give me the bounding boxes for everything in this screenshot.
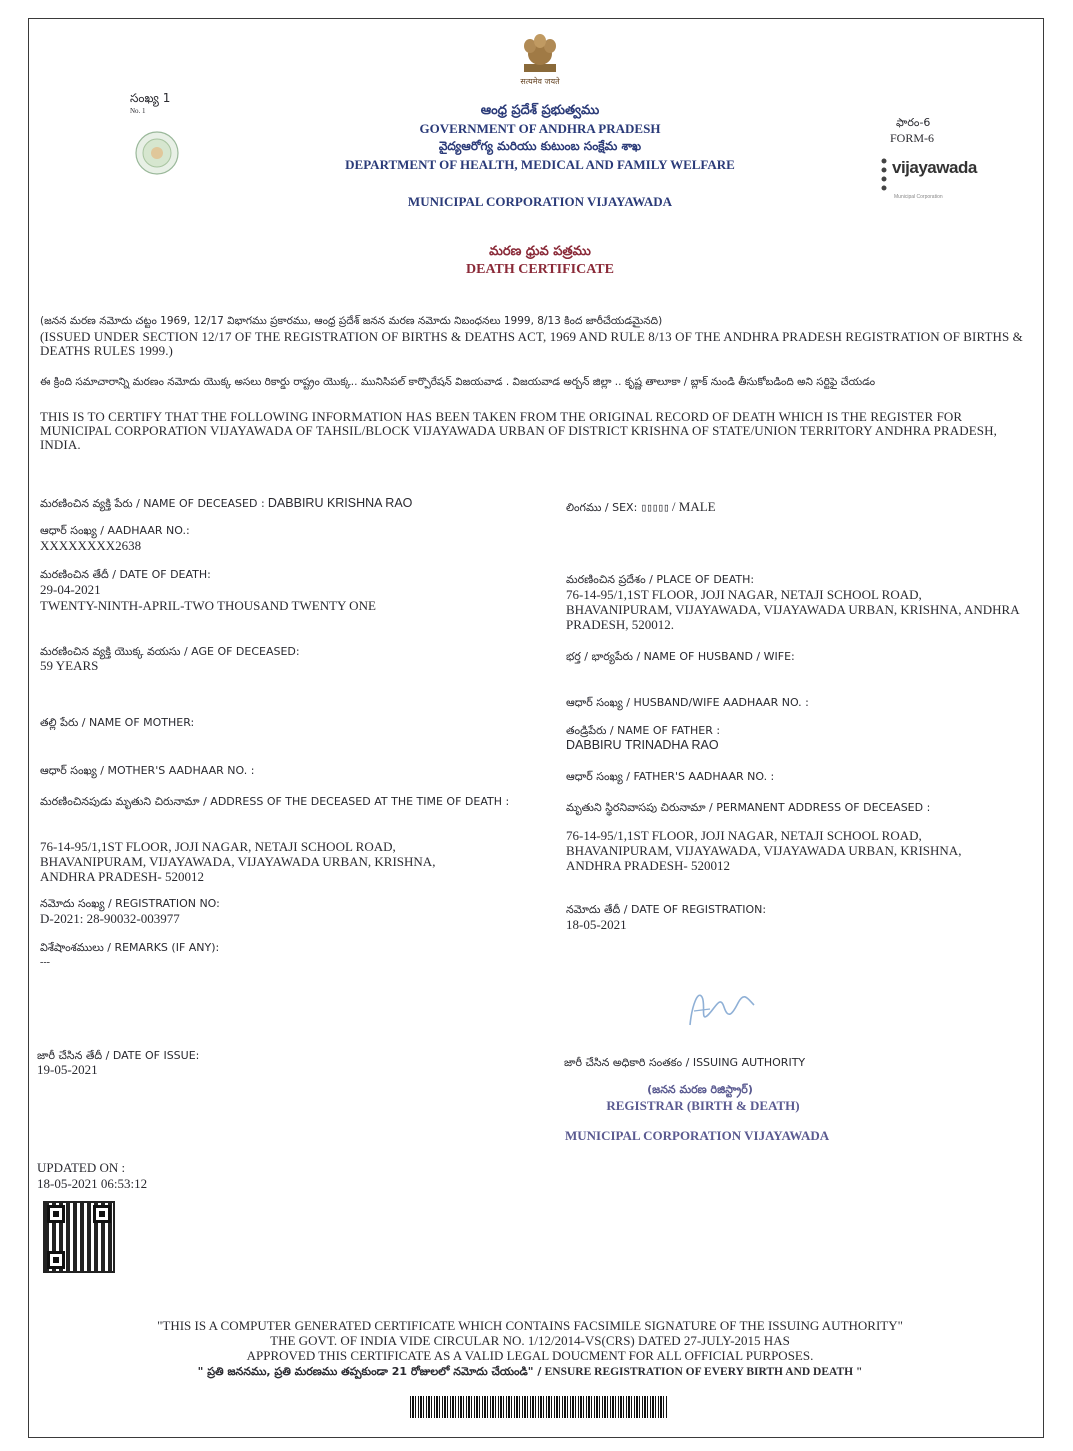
permanent-address-line: ANDHRA PRADESH- 520012	[566, 858, 730, 873]
aadhaar-value: XXXXXXXX2638	[40, 538, 142, 553]
mother-name-label: తల్లి పేరు / NAME OF MOTHER:	[40, 716, 195, 729]
address-label: మరణించినపుడు మృతుని చిరునామా / ADDRESS OF THE DECEASED AT THE TIME OF DEATH :	[40, 795, 510, 808]
department-en: DEPARTMENT OF HEALTH, MEDICAL AND FAMILY WELFARE	[345, 157, 735, 172]
state-name-te: ఆంధ్ర ప్రదేశ్ ప్రభుత్వము	[480, 103, 600, 118]
permanent-address-block	[566, 828, 1036, 873]
footer-slogan-en: ENSURE REGISTRATION OF EVERY BIRTH AND DEATH "	[544, 1366, 863, 1378]
registrar-te: (జనన మరణ రిజిస్ట్రార్)	[647, 1083, 753, 1096]
issued-under-en: (ISSUED UNDER SECTION 12/17 OF THE REGISTRATION OF BIRTHS & DEATHS ACT, 1969 AND RULE 8/13 OF THE ANDHRA PRADESH REGISTRATION OF BIRTHS & DEATHS RULES 1999.)	[40, 329, 1023, 358]
remarks-label: విశేషాంశములు / REMARKS (IF ANY):	[40, 941, 220, 954]
name-of-deceased-value: DABBIRU KRISHNA RAO	[267, 496, 413, 510]
footer-line-1: "THIS IS A COMPUTER GENERATED CERTIFICATE WHICH CONTAINS FACSIMILE SIGNATURE OF THE ISSUING AUTHORITY"	[157, 1318, 903, 1333]
date-of-death-value: 29-04-2021	[40, 582, 101, 597]
date-of-registration-value: 18-05-2021	[566, 917, 627, 932]
name-of-deceased	[40, 495, 550, 511]
certificate-title-en: DEATH CERTIFICATE	[466, 262, 614, 277]
place-of-death-label: మరణించిన ప్రదేశం / PLACE OF DEATH:	[566, 573, 755, 586]
issued-under-te: (జనన మరణ నమోదు చట్టం 1969, 12/17 విభాగము ప్రకారము, ఆంధ్ర ప్రదేశ్ జనన మరణ నమోదు నిబంధనలు 1999, 8/13 కింద జారీచేయడమైనది)	[40, 315, 663, 327]
spouse-name-label: భర్త / భార్యపేరు / NAME OF HUSBAND / WIFE:	[566, 650, 795, 663]
spouse-aadhaar-label: ఆధార్ సంఖ్య / HUSBAND/WIFE AADHAAR NO. :	[566, 696, 809, 709]
date-of-registration-label: నమోదు తేదీ / DATE OF REGISTRATION:	[566, 903, 767, 916]
place-of-death-block	[566, 587, 1036, 632]
age-label: మరణించిన వ్యక్తి యొక్క వయసు / AGE OF DECEASED:	[40, 645, 300, 658]
address-line: ANDHRA PRADESH- 520012	[40, 869, 204, 884]
father-name-value: DABBIRU TRINADHA RAO	[566, 738, 719, 752]
qr-finder-pattern	[47, 1251, 65, 1269]
certificate-title-te: మరణ ధ్రువ పత్రము	[489, 244, 591, 259]
permanent-address-line: 76-14-95/1,1ST FLOOR, JOJI NAGAR, NETAJI SCHOOL ROAD,	[566, 828, 922, 843]
state-name-en: GOVERNMENT OF ANDHRA PRADESH	[419, 121, 661, 136]
father-name-label: తండ్రిపేరు / NAME OF FATHER :	[566, 724, 721, 737]
logo-text: vijayawada	[892, 158, 977, 177]
municipal-corporation-title: MUNICIPAL CORPORATION VIJAYAWADA	[407, 194, 673, 209]
issuing-authority-label: జారీ చేసిన అధికారి సంతకం / ISSUING AUTHORITY	[564, 1056, 806, 1069]
department-te: వైద్యఆరోగ్య మరియు కుటుంబ సంక్షేమ శాఖ	[438, 139, 642, 153]
aadhaar-label: ఆధార్ సంఖ్య / AADHAAR NO.:	[40, 524, 190, 537]
serial-number-te: సంఖ్య 1	[130, 91, 171, 105]
father-aadhaar-label: ఆధార్ సంఖ్య / FATHER'S AADHAAR NO. :	[566, 770, 775, 783]
sex-placeholder-glyphs: ▯▯▯▯▯	[640, 501, 669, 514]
registrar-en: REGISTRAR (BIRTH & DEATH)	[606, 1098, 800, 1113]
permanent-address-label: మృతుని స్థిరనివాసపు చిరునామా / PERMANENT ADDRESS OF DECEASED :	[566, 801, 931, 814]
logo-dots-icon	[880, 156, 890, 196]
qr-finder-pattern	[93, 1205, 111, 1223]
qr-code	[43, 1201, 115, 1273]
age-value: 59 YEARS	[40, 658, 99, 673]
address-line: BHAVANIPURAM, VIJAYAWADA, VIJAYAWADA URBAN, KRISHNA,	[40, 854, 436, 869]
footer-notice	[100, 1318, 960, 1380]
sex	[566, 499, 716, 515]
form-number-te: ఫారం-6	[896, 116, 931, 129]
registration-no-label: నమోదు సంఖ్య / REGISTRATION NO:	[40, 897, 220, 910]
barcode	[410, 1396, 668, 1418]
sex-label: లింగము / SEX:	[566, 501, 638, 514]
form-number-en: FORM-6	[890, 131, 935, 145]
updated-on-value: 18-05-2021 06:53:12	[37, 1176, 148, 1191]
logo-subtext: Municipal Corporation	[894, 194, 943, 200]
serial-number-en: No. 1	[130, 107, 146, 115]
place-line: BHAVANIPURAM, VIJAYAWADA, VIJAYAWADA URBAN, KRISHNA, ANDHRA	[566, 602, 1020, 617]
date-of-issue-value: 19-05-2021	[37, 1062, 98, 1077]
signature-icon	[680, 985, 760, 1035]
certify-te: ఈ క్రింది సమాచారాన్ని మరణం నమోదు యొక్క అసలు రికార్డు రాష్ట్రం యొక్క.. మునిసిపల్ కార్పొరేషన్ విజయవాడ . విజయవాడ అర్బన్ జిల్లా .. కృష్ణ తాలూకా / బ్లాక్ నుండి తీసుకోబడింది అని సర్టిఫై చేయడం	[40, 376, 876, 388]
date-of-issue-label: జారీ చేసిన తేదీ / DATE OF ISSUE:	[37, 1049, 200, 1062]
date-of-death-label: మరణించిన తేదీ / DATE OF DEATH:	[40, 568, 211, 581]
footer-line-2: THE GOVT. OF INDIA VIDE CIRCULAR NO. 1/12/2014-VS(CRS) DATED 27-JULY-2015 HAS	[270, 1333, 790, 1348]
date-of-death-words: TWENTY-NINTH-APRIL-TWO THOUSAND TWENTY ONE	[40, 598, 376, 613]
permanent-address-line: BHAVANIPURAM, VIJAYAWADA, VIJAYAWADA URBAN, KRISHNA,	[566, 843, 962, 858]
mother-aadhaar-label: ఆధార్ సంఖ్య / MOTHER'S AADHAAR NO. :	[40, 764, 255, 777]
place-line: 76-14-95/1,1ST FLOOR, JOJI NAGAR, NETAJI SCHOOL ROAD,	[566, 587, 922, 602]
certify-en: THIS IS TO CERTIFY THAT THE FOLLOWING INFORMATION HAS BEEN TAKEN FROM THE ORIGINAL RECORD OF DEATH WHICH IS THE REGISTER FOR MUNICIPAL CORPORATION VIJAYAWADA OF TAHSIL/BLOCK VIJAYAWADA URBAN OF DISTRICT KRISHNA OF STATE/UNION TERRITORY ANDHRA PRADESH, INDIA.	[40, 409, 997, 452]
footer-slogan-te: " ప్రతి జననము, ప్రతి మరణము తప్పకుండా 21 రోజులలో నమోదు చేయండి" /	[197, 1365, 542, 1378]
updated-on-label: UPDATED ON :	[37, 1160, 126, 1175]
address-line: 76-14-95/1,1ST FLOOR, JOJI NAGAR, NETAJI SCHOOL ROAD,	[40, 839, 396, 854]
address-block	[40, 839, 540, 884]
national-emblem-icon	[516, 32, 564, 78]
ap-state-seal-icon	[134, 130, 180, 176]
place-line: PRADESH, 520012.	[566, 617, 674, 632]
name-of-deceased-label: మరణించిన వ్యక్తి పేరు / NAME OF DECEASED :	[40, 497, 265, 510]
registration-no-value: D-2021: 28-90032-003977	[40, 911, 180, 926]
qr-finder-pattern	[47, 1205, 65, 1223]
emblem-motto: सत्यमेव जयते	[520, 77, 560, 86]
vijayawada-logo	[880, 150, 977, 205]
footer-line-3: APPROVED THIS CERTIFICATE AS A VALID LEGAL DOUCMENT FOR ALL OFFICIAL PURPOSES.	[246, 1348, 814, 1363]
sex-value: / MALE	[671, 499, 716, 514]
corporation-footer: MUNICIPAL CORPORATION VIJAYAWADA	[565, 1128, 830, 1143]
remarks-value: ---	[40, 957, 50, 968]
